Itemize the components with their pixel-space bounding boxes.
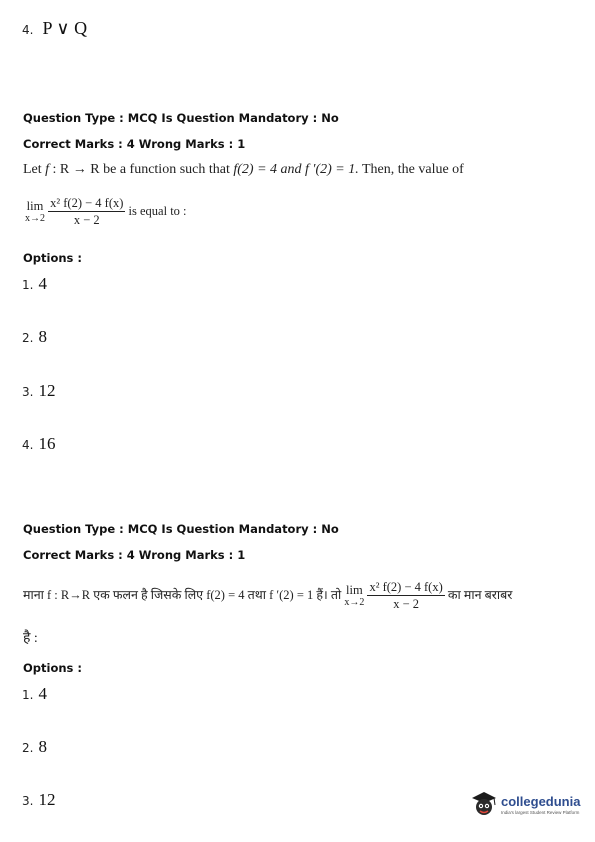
- option-4: 4. 16: [22, 434, 56, 453]
- hindi-question-line2: है :: [23, 631, 38, 646]
- option-number: 4.: [22, 23, 34, 37]
- graduate-mascot-icon: [470, 790, 498, 820]
- limit-expression: [25, 196, 187, 228]
- numerator: x² f(2) − 4 f(x): [369, 580, 443, 594]
- collegedunia-logo: [470, 790, 580, 820]
- question-type-meta: Question Type : MCQ Is Question Mandatory : No: [23, 522, 339, 536]
- marks-meta: Correct Marks : 4 Wrong Marks : 1: [23, 548, 246, 562]
- marks-meta: Correct Marks : 4 Wrong Marks : 1: [23, 137, 246, 151]
- option-3: 3. 12: [22, 790, 56, 809]
- option-value: P ∨ Q: [42, 18, 88, 38]
- fraction: [48, 196, 125, 228]
- hindi-question-line1: माना f : R→R एक फलन है जिसके लिए f(2) = 4 तथा f ′(2) = 1 हैं। तो lim x→2 $\frac{\text{x² f(2) − 4 f(x)}}{x - 2}$ का मान बराबर: [23, 580, 513, 611]
- options-label: Options :: [23, 661, 82, 675]
- logo-tagline: India's largest Student Review Platform: [501, 810, 580, 815]
- denominator: x − 2: [73, 213, 100, 227]
- logo-text: collegedunia: [501, 794, 581, 809]
- question-text-line1: Let f : R → R be a function such that f(2) = 4 and f ′(2) = 1. Then, the value of: [23, 162, 464, 177]
- limit-operator: lim x→2: [25, 198, 45, 225]
- option-2: 2. 8: [22, 737, 48, 756]
- option-2: 2. 8: [22, 327, 48, 346]
- option-1: 1. 4: [22, 274, 48, 293]
- option-3: 3. 12: [22, 381, 56, 400]
- numerator: x² f(2) − 4 f(x): [50, 196, 124, 210]
- fraction: [367, 580, 444, 612]
- limit-operator: lim x→2: [344, 582, 365, 609]
- question-type-meta: Question Type : MCQ Is Question Mandatory : No: [23, 111, 339, 125]
- prev-option-4: [22, 18, 87, 39]
- options-label: Options :: [23, 251, 82, 265]
- limit-tail-text: is equal to :: [128, 203, 187, 218]
- denominator: x − 2: [393, 597, 420, 611]
- option-1: 1. 4: [22, 684, 48, 703]
